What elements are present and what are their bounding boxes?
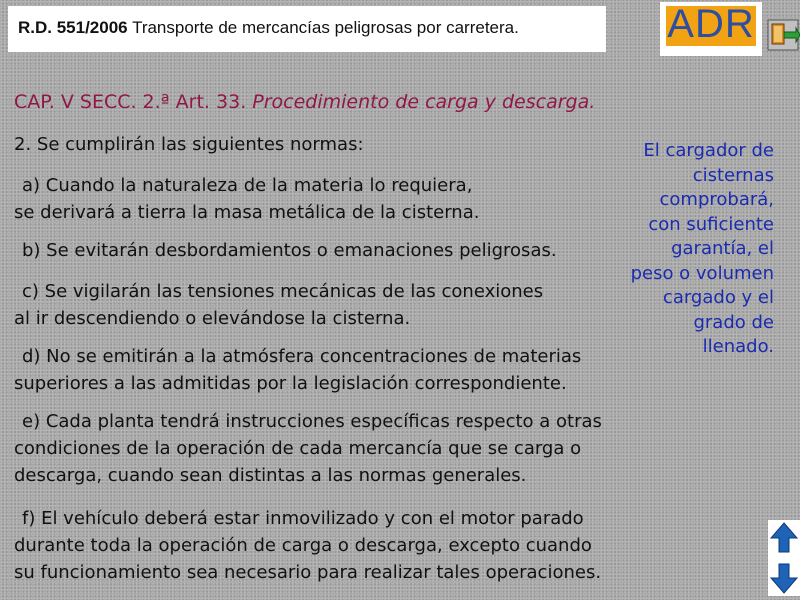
item-line: a) Cuando la naturaleza de la materia lo requiera, <box>22 175 473 196</box>
side-note-line: llenado. <box>702 336 774 357</box>
item-line: durante toda la operación de carga o descarga, excepto cuando <box>14 535 592 556</box>
item-line: b) Se evitarán desbordamientos o emanaciones peligrosas. <box>22 240 557 261</box>
item-line: superiores a las admitidas por la legislación correspondiente. <box>14 373 567 394</box>
side-note-line: garantía, el <box>671 238 774 259</box>
decree-code: R.D. 551/2006 <box>18 18 128 37</box>
article-title: Procedimiento de carga y descarga. <box>252 91 596 113</box>
document-title <box>8 6 606 52</box>
item-b <box>14 237 557 264</box>
item-line: se derivará a tierra la masa metálica de la cisterna. <box>14 202 480 223</box>
side-note-line: peso o volumen <box>630 262 774 284</box>
logo-text: ADR <box>667 2 755 46</box>
item-e <box>14 408 602 489</box>
item-line: c) Se vigilarán las tensiones mecánicas de las conexiones <box>22 281 544 302</box>
item-d <box>14 343 581 397</box>
intro-text: 2. Se cumplirán las siguientes normas: <box>14 134 364 155</box>
side-note-line: grado de <box>693 311 774 333</box>
item-line: su funcionamiento sea necesario para realizar tales operaciones. <box>14 562 602 583</box>
home-exit-icon[interactable] <box>766 18 800 54</box>
item-line: e) Cada planta tendrá instrucciones específicas respecto a otras <box>22 411 602 432</box>
item-c <box>14 278 543 332</box>
item-line: al ir descendiendo o elevándose la cisterna. <box>14 308 411 329</box>
side-note-line: cisternas <box>692 164 774 186</box>
item-line: d) No se emitirán a la atmósfera concentraciones de materias <box>22 346 582 367</box>
item-a <box>14 172 479 226</box>
adr-logo <box>660 2 762 56</box>
side-note <box>604 139 774 360</box>
side-note-line: cargado y el <box>662 287 774 308</box>
up-down-arrows-icon[interactable] <box>768 520 800 596</box>
intro-paragraph <box>14 131 364 158</box>
side-note-line: con suficiente <box>648 213 774 235</box>
side-note-line: El cargador de <box>643 140 774 161</box>
item-line: f) El vehículo deberá estar inmovilizado y con el motor parado <box>22 508 584 529</box>
decree-subtitle: Transporte de mercancías peligrosas por carretera. <box>132 18 519 37</box>
item-line: descarga, cuando sean distintas a las normas generales. <box>14 465 527 486</box>
article-heading <box>14 91 704 113</box>
article-ref: CAP. V SECC. 2.ª Art. 33. <box>14 91 247 113</box>
side-note-line: comprobará, <box>659 189 774 210</box>
item-f <box>14 505 601 586</box>
item-line: condiciones de la operación de cada mercancía que se carga o <box>14 438 582 459</box>
